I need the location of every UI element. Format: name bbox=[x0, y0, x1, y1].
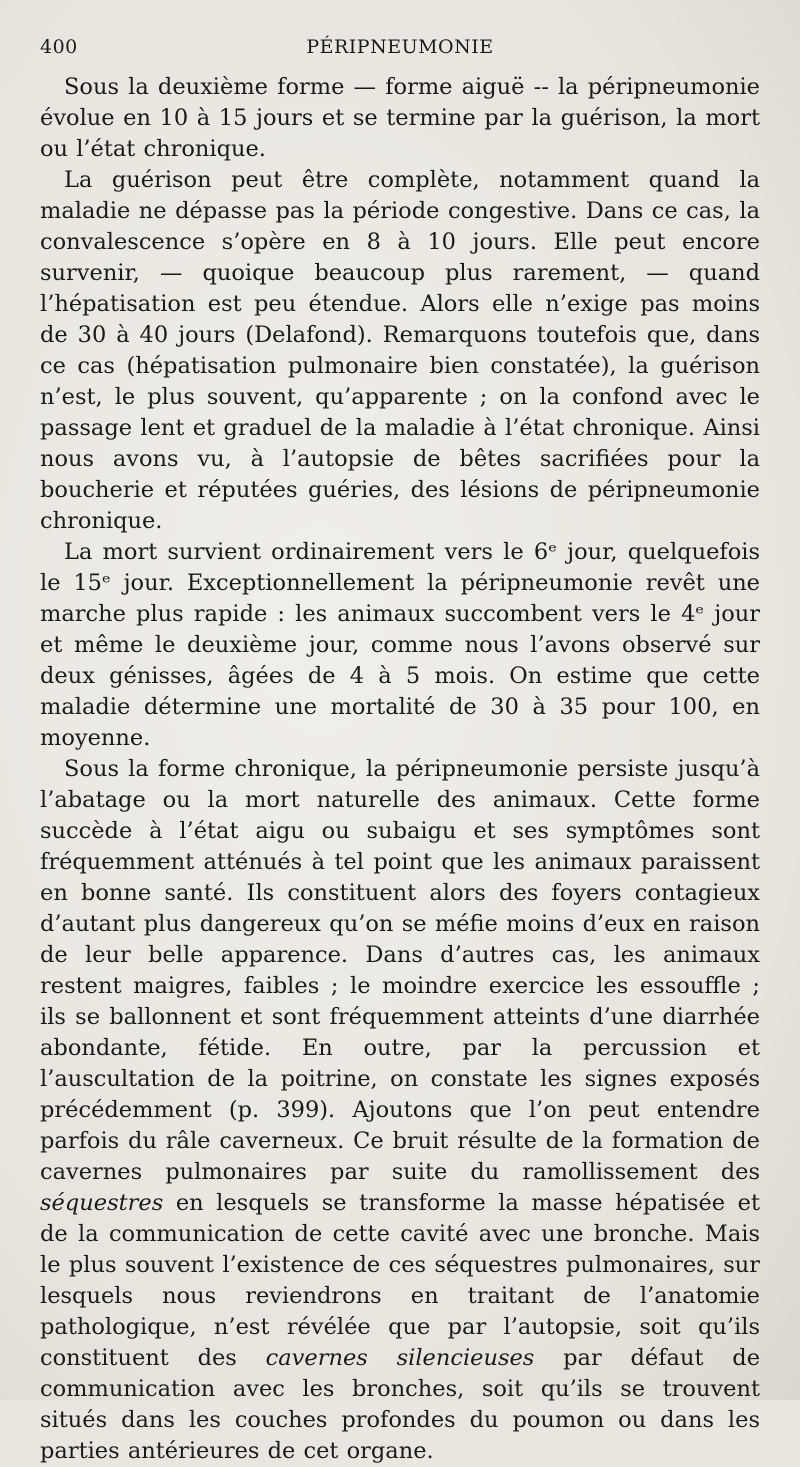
paragraph-death: La mort survient ordinairement vers le 6ᵉ jour, quelquefois le 15ᵉ jour. Exceptionnellement la péripneumonie revêt une marche plus rapide : les animaux succombent vers le 4ᵉ jour et même le deuxième jour, comme nous l’avons observé sur deux génisses, âgées de 4 à 5 mois. On estime que cette maladie détermine une mortalité de 30 à 35 pour 100, en moyenne. bbox=[40, 539, 760, 751]
body-text bbox=[40, 72, 760, 1467]
italic-term-cavernes: cavernes silencieuses bbox=[265, 1345, 535, 1371]
paragraph-chronic-text-cont: en lesquels se transforme la masse hépatisée et de la communication de cette cavité avec une bronche. Mais le plus souvent l’existence de ces séquestres pulmonaires, sur lesquels nous reviendrons en traitant de l’anatomie pathologique, n’est révélée que par l’autopsie, soit qu’ils constituent des bbox=[40, 1190, 760, 1371]
paragraph-chronic-text-end: par défaut de communication avec les bronches, soit qu’ils se trouvent situés dans les couches profondes du poumon ou dans les parties antérieures de cet organe. bbox=[40, 1345, 761, 1464]
paragraph-chronic-form bbox=[40, 754, 760, 1467]
italic-term-sequestres: séquestres bbox=[40, 1190, 164, 1216]
page-number: 400 bbox=[40, 36, 78, 58]
running-title: PÉRIPNEUMONIE bbox=[306, 36, 494, 58]
paragraph-acute-form: Sous la deuxième forme — forme aiguë -- la péripneumonie évolue en 10 à 15 jours et se termine par la guérison, la mort ou l’état chronique. bbox=[40, 74, 760, 162]
paragraph-recovery: La guérison peut être complète, notamment quand la maladie ne dépasse pas la période congestive. Dans ce cas, la convalescence s’opère en 8 à 10 jours. Elle peut encore survenir, — quoique beaucoup plus rarement, — quand l’hépatisation est peu étendue. Alors elle n’exige pas moins de 30 à 40 jours (Delafond). Remarquons toutefois que, dans ce cas (hépatisation pulmonaire bien constatée), la guérison n’est, le plus souvent, qu’apparente ; on la confond avec le passage lent et graduel de la maladie à l’état chronique. Ainsi nous avons vu, à l’autopsie de bêtes sacrifiées pour la boucherie et réputées guéries, des lésions de péripneumonie chronique. bbox=[40, 167, 760, 534]
paragraph-chronic-text: Sous la forme chronique, la péripneumonie persiste jusqu’à l’abatage ou la mort naturelle des animaux. Cette forme succède à l’état aigu ou subaigu et ses symptômes sont fréquemment atténués à tel point que les animaux paraissent en bonne santé. Ils constituent alors des foyers contagieux d’autant plus dangereux qu’on se méfie moins d’eux en raison de leur belle apparence. Dans d’autres cas, les animaux restent maigres, faibles ; le moindre exercice les essouffle ; ils se ballonnent et sont fréquemment atteints d’une diarrhée abondante, fétide. En outre, par la percussion et l’auscultation de la poitrine, on constate les signes exposés précédemment (p. 399). Ajoutons que l’on peut entendre parfois du râle caverneux. Ce bruit résulte de la formation de cavernes pulmonaires par suite du ramollissement des bbox=[40, 756, 760, 1185]
page-header bbox=[40, 36, 760, 66]
